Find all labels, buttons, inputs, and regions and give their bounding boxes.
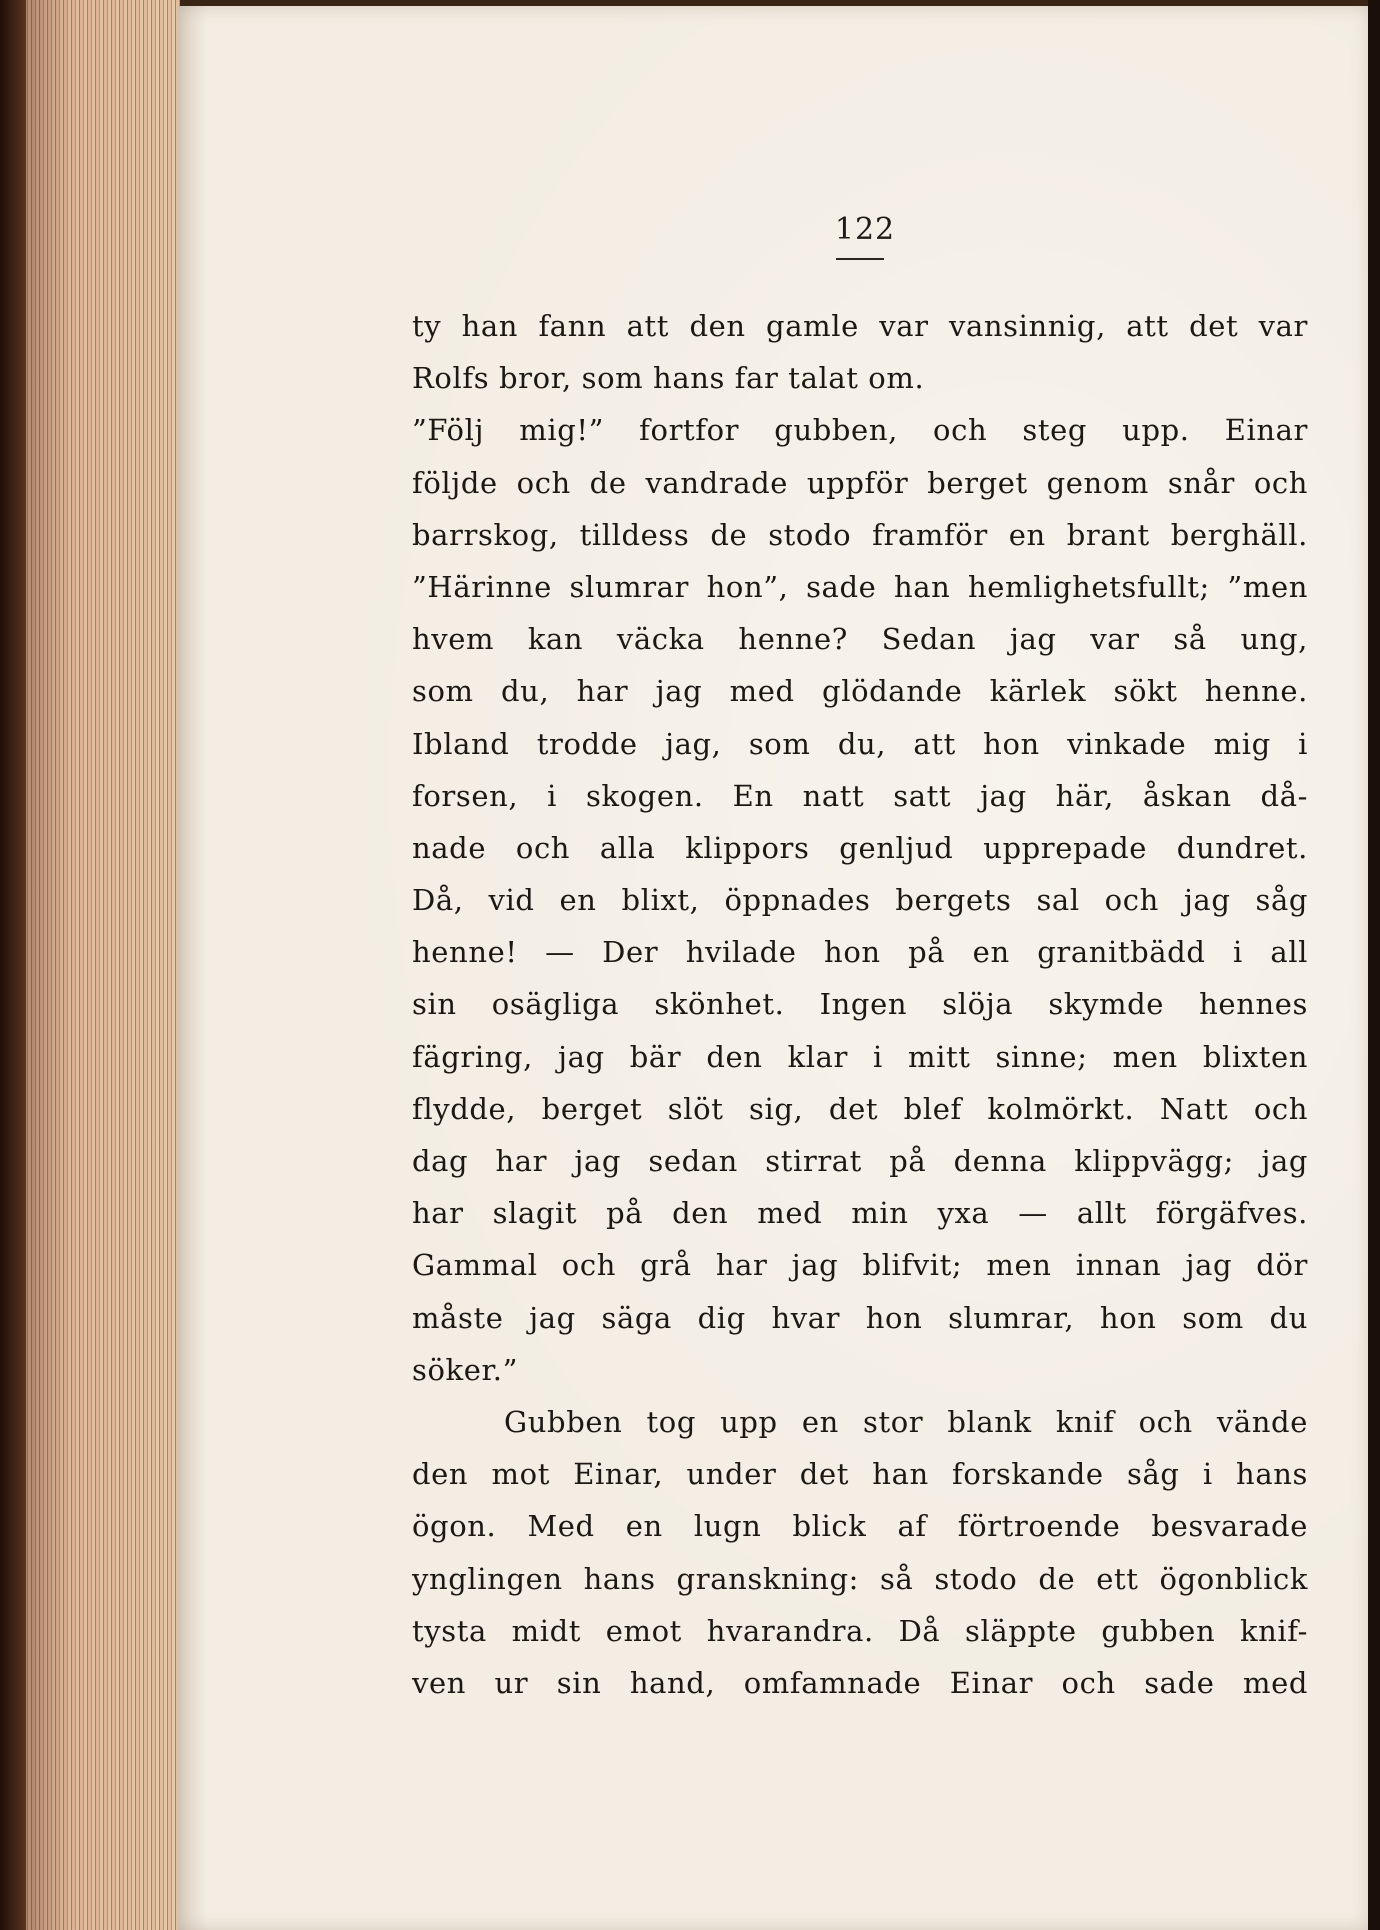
text-line: Gammal och grå har jag blifvit; men innan jag dör	[412, 1248, 1308, 1283]
body-text	[412, 300, 1308, 1709]
scan-border	[1368, 0, 1380, 1930]
binding-shadow	[0, 0, 26, 1930]
text-line: Gubben tog upp en stor blank knif och vände	[504, 1404, 1308, 1439]
text-line: nade och alla klippors genljud upprepade dundret.	[412, 830, 1308, 865]
text-line: som du, har jag med glödande kärlek sökt henne.	[412, 674, 1308, 709]
text-line: Ibland trodde jag, som du, att hon vinkade mig i	[412, 726, 1308, 761]
text-line: sin osägliga skönhet. Ingen slöja skymde hennes	[412, 987, 1308, 1022]
text-line: fägring, jag bär den klar i mitt sinne; men blixten	[412, 1039, 1308, 1074]
text-line: Rolfs bror, som hans far talat om.	[412, 361, 925, 396]
text-line: Då, vid en blixt, öppnades bergets sal och jag såg	[412, 883, 1308, 918]
page-number-rule	[836, 258, 884, 260]
text-line: måste jag säga dig hvar hon slumrar, hon som du	[412, 1300, 1308, 1335]
paragraph	[412, 1396, 1308, 1709]
text-line: barrskog, tilldess de stodo framför en brant berghäll.	[412, 517, 1308, 552]
text-line: söker.”	[412, 1352, 518, 1387]
text-line: ”Härinne slumrar hon”, sade han hemlighetsfullt; ”men	[412, 569, 1308, 604]
text-line: hvem kan väcka henne? Sedan jag var så ung,	[412, 622, 1308, 657]
text-line: ögon. Med en lugn blick af förtroende besvarade	[412, 1509, 1308, 1544]
text-line: följde och de vandrade uppför berget genom snår och	[412, 465, 1308, 500]
text-line: henne! — Der hvilade hon på en granitbädd i all	[412, 935, 1308, 970]
text-line: tysta midt emot hvarandra. Då släppte gubben knif-	[412, 1613, 1308, 1648]
paragraph	[412, 300, 1308, 1396]
text-line: dag har jag sedan stirrat på denna klippvägg; jag	[412, 1144, 1308, 1178]
text-line: flydde, berget slöt sig, det blef kolmörkt. Natt och	[412, 1091, 1308, 1126]
text-line: ty han fann att den gamle var vansinnig, att det var	[412, 309, 1308, 343]
page-number: 122	[834, 212, 896, 247]
text-line: har slagit på den med min yxa — allt förgäfves.	[412, 1196, 1308, 1231]
page-edges	[0, 0, 180, 1930]
text-line: forsen, i skogen. En natt satt jag här, åskan då-	[412, 778, 1308, 813]
text-line: ven ur sin hand, omfamnade Einar och sade med	[412, 1665, 1308, 1700]
text-line: ”Följ mig!” fortfor gubben, och steg upp. Einar	[412, 413, 1308, 448]
text-line: ynglingen hans granskning: så stodo de ett ögonblick	[412, 1561, 1308, 1596]
text-line: den mot Einar, under det han forskande såg i hans	[412, 1457, 1308, 1492]
